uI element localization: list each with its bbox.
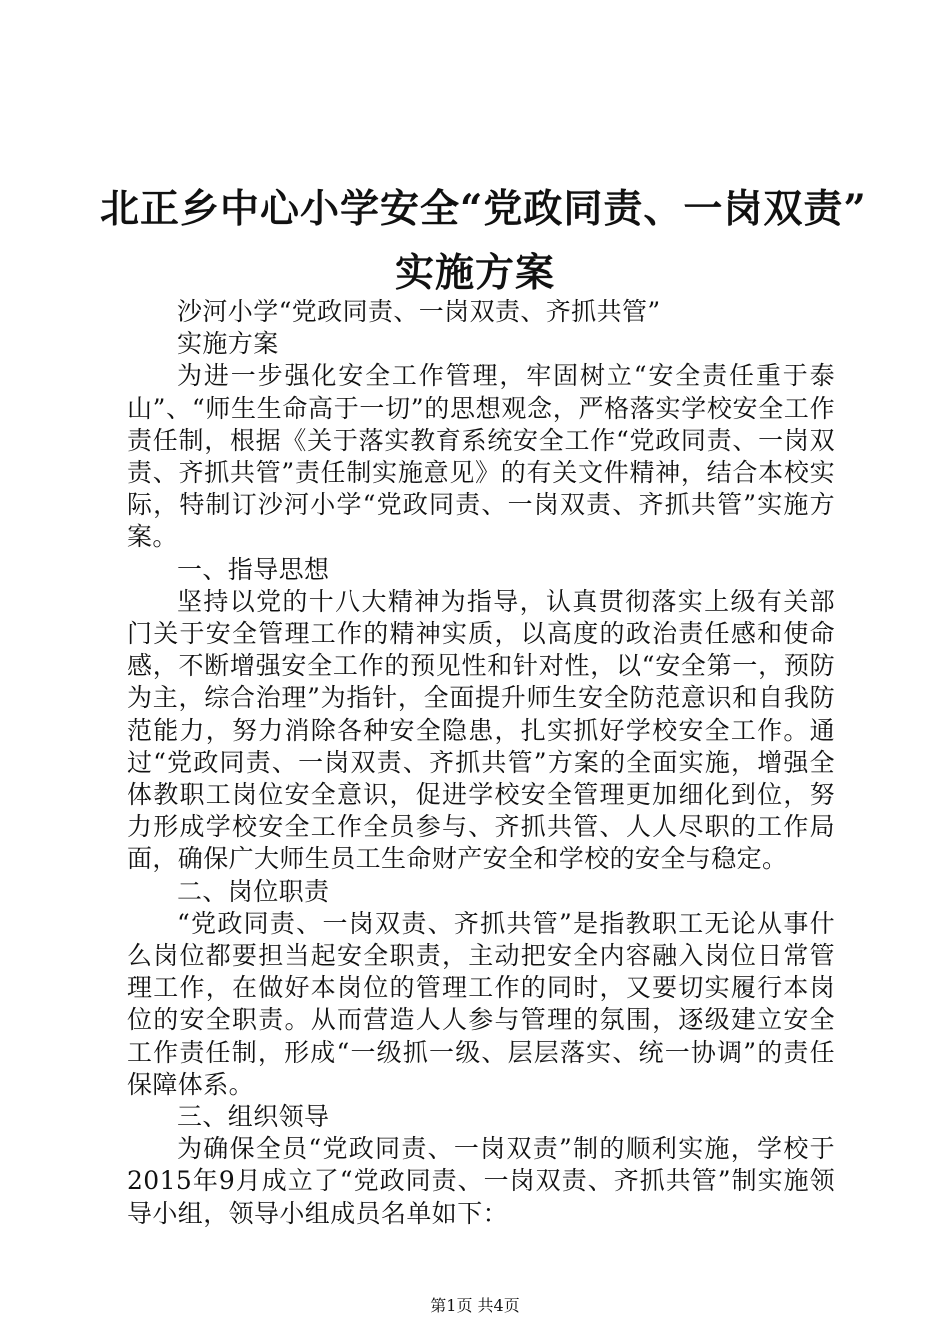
paragraph-guiding-ideology: 坚持以党的十八大精神为指导，认真贯彻落实上级有关部门关于安全管理工作的精神实质，以高度的政治责任感和使命感，不断增强安全工作的预见性和针对性，以“安全第一，预防为主，综合治理”为指针，全面提升师生安全防范意识和自我防范能力，努力消除各种安全隐患，扎实抓好学校安全工作。通过“党政同责、一岗双责、齐抓共管”方案的全面实施，增强全体教职工岗位安全意识，促进学校安全管理更加细化到位，努力形成学校安全工作全员参与、齐抓共管、人人尽职的工作局面，确保广大师生员工生命财产安全和学校的安全与稳定。 [127,586,835,874]
page-total: 共4页 [477,1296,520,1315]
document-title-line-2: 实施方案 [394,250,555,296]
subtitle-plan: 实施方案 [177,329,279,359]
section-heading-job-duties: 二、岗位职责 [177,876,330,906]
page-number: 第1页 [430,1296,473,1315]
section-heading-organization: 三、组织领导 [177,1102,330,1132]
subtitle-school-plan: 沙河小学“党政同责、一岗双责、齐抓共管” [177,297,661,326]
paragraph-organization: 为确保全员“党政同责、一岗双责”制的顺利实施，学校于2015年9月成立了“党政同责、一岗双责、齐抓共管”制实施领导小组，领导小组成员名单如下： [127,1134,835,1228]
document-title-line-1: 北正乡中心小学安全“党政同责、一岗双责” [100,186,867,232]
document-body [127,296,835,1230]
paragraph-job-duties: “党政同责、一岗双责、齐抓共管”是指教职工无论从事什么岗位都要担当起安全职责，主动把安全内容融入岗位日常管理工作，在做好本岗位的管理工作的同时，又要切实履行本岗位的安全职责。从而营造人人参与管理的氛围，逐级建立安全工作责任制，形成“一级抓一级、层层落实、统一协调”的责任保障体系。 [127,908,835,1099]
paragraph-intro: 为进一步强化安全工作管理，牢固树立“安全责任重于泰山”、“师生生命高于一切”的思想观念，严格落实学校安全工作责任制，根据《关于落实教育系统安全工作“党政同责、一岗双责、齐抓共管”责任制实施意见》的有关文件精神，结合本校实际，特制订沙河小学“党政同责、一岗双责、齐抓共管”实施方案。 [127,361,835,552]
section-heading-guiding-ideology: 一、指导思想 [177,554,330,584]
page-footer [0,1296,950,1316]
